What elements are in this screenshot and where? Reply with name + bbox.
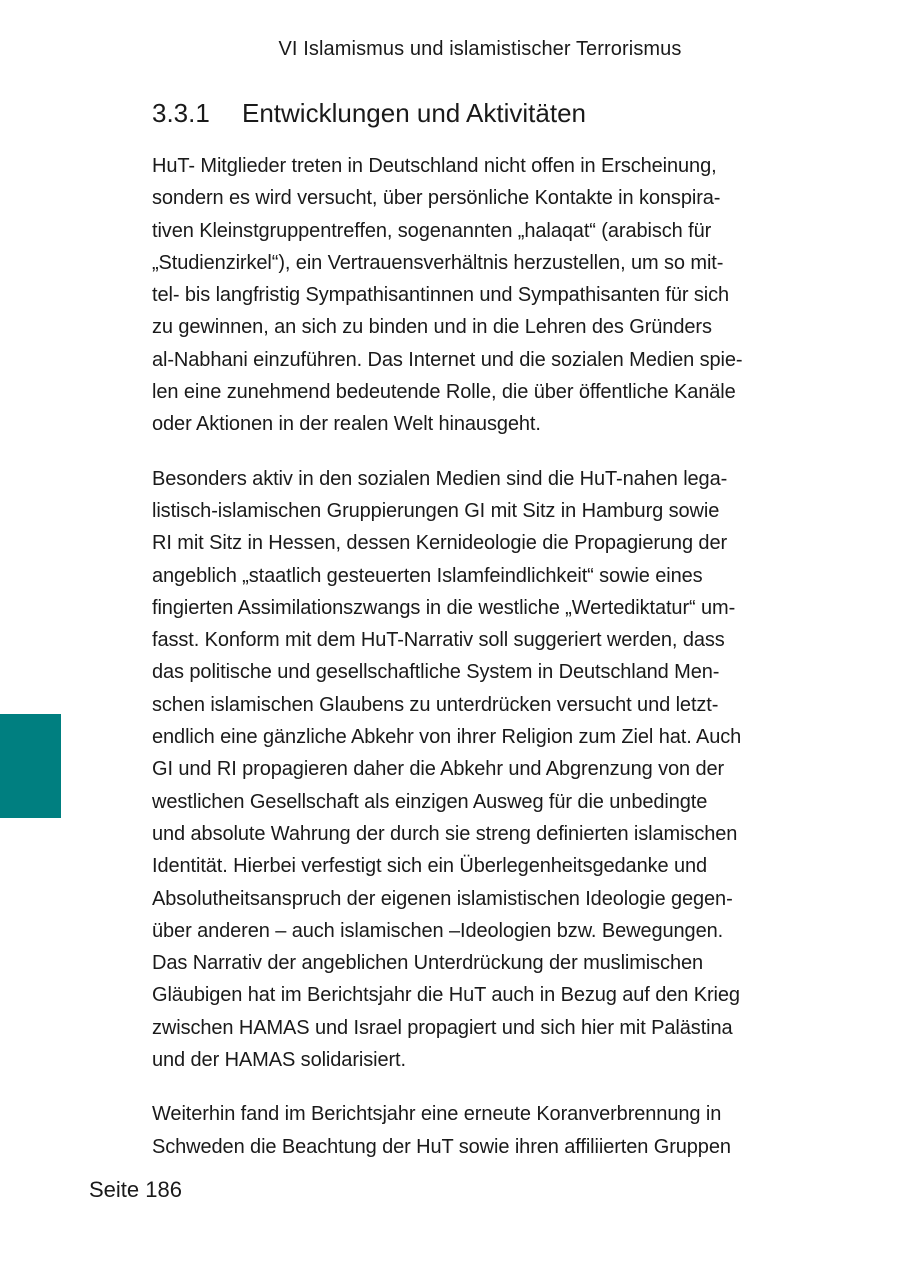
text-line: len eine zunehmend bedeutende Rolle, die über öffentliche Kanäle	[152, 381, 736, 404]
text-line: Das Narrativ der angeblichen Unterdrückung der muslimischen	[152, 952, 704, 975]
text-line: tel- bis langfristig Sympathisantinnen und Sympathisanten für sich	[152, 284, 730, 307]
section-heading	[152, 96, 586, 130]
text-line: RI mit Sitz in Hessen, dessen Kernideologie die Propagierung der	[152, 532, 728, 555]
text-line: Absolutheitsanspruch der eigenen islamistischen Ideologie gegen-	[152, 887, 733, 910]
text-line: endlich eine gänzliche Abkehr von ihrer Religion zum Ziel hat. Auch	[152, 726, 742, 749]
text-line: und absolute Wahrung der durch sie streng definierten islamischen	[152, 822, 738, 845]
text-line: fingierten Assimilationszwangs in die westliche „Wertediktatur“ um-	[152, 596, 736, 619]
section-title: Entwicklungen und Aktivitäten	[242, 98, 586, 128]
text-line: Besonders aktiv in den sozialen Medien sind die HuT-nahen lega-	[152, 467, 728, 490]
text-line: schen islamischen Glaubens zu unterdrücken versucht und letzt-	[152, 693, 719, 716]
text-line: fasst. Konform mit dem HuT-Narrativ soll suggeriert werden, dass	[152, 629, 725, 652]
text-line: „Studienzirkel“), ein Vertrauensverhältnis herzustellen, um so mit-	[152, 251, 724, 274]
page-number: Seite 186	[89, 1177, 182, 1202]
text-line: westlichen Gesellschaft als einzigen Ausweg für die unbedingte	[152, 790, 708, 813]
text-line: Gläubigen hat im Berichtsjahr die HuT auch in Bezug auf den Krieg	[152, 984, 740, 1007]
text-line: angeblich „staatlich gesteuerten Islamfeindlichkeit“ sowie eines	[152, 564, 703, 587]
text-line: über anderen – auch islamischen –Ideologien bzw. Bewegungen.	[152, 919, 724, 942]
text-line: das politische und gesellschaftliche System in Deutschland Men-	[152, 661, 720, 684]
text-line: zwischen HAMAS und Israel propagiert und sich hier mit Palästina	[152, 1016, 733, 1039]
text-line: Weiterhin fand im Berichtsjahr eine erneute Koranverbrennung in	[152, 1103, 722, 1126]
text-line: GI und RI propagieren daher die Abkehr und Abgrenzung von der	[152, 758, 725, 781]
text-line: Identität. Hierbei verfestigt sich ein Überlegenheitsgedanke und	[152, 855, 708, 878]
running-header: VI Islamismus und islamistischer Terrorismus	[278, 38, 682, 60]
text-line: und der HAMAS solidarisiert.	[152, 1049, 406, 1072]
paragraph-2	[152, 463, 812, 1077]
paragraph-1	[152, 150, 812, 441]
text-line: sondern es wird versucht, über persönliche Kontakte in konspira-	[152, 187, 721, 210]
text-line: tiven Kleinstgruppentreffen, sogenannten „halaqat“ (arabisch für	[152, 219, 712, 242]
section-number: 3.3.1	[152, 98, 210, 128]
paragraph-3	[152, 1098, 812, 1163]
body-text	[152, 150, 812, 1163]
text-line: listisch-islamischen Gruppierungen GI mit Sitz in Hamburg sowie	[152, 499, 720, 522]
text-line: oder Aktionen in der realen Welt hinausgeht.	[152, 413, 541, 436]
text-line: al-Nabhani einzuführen. Das Internet und die sozialen Medien spie-	[152, 348, 743, 371]
chapter-tab-marker	[0, 714, 61, 818]
text-line: HuT- Mitglieder treten in Deutschland nicht offen in Erscheinung,	[152, 155, 717, 177]
text-line: zu gewinnen, an sich zu binden und in die Lehren des Gründers	[152, 316, 712, 339]
text-line: Schweden die Beachtung der HuT sowie ihren affiliierten Gruppen	[152, 1135, 731, 1158]
